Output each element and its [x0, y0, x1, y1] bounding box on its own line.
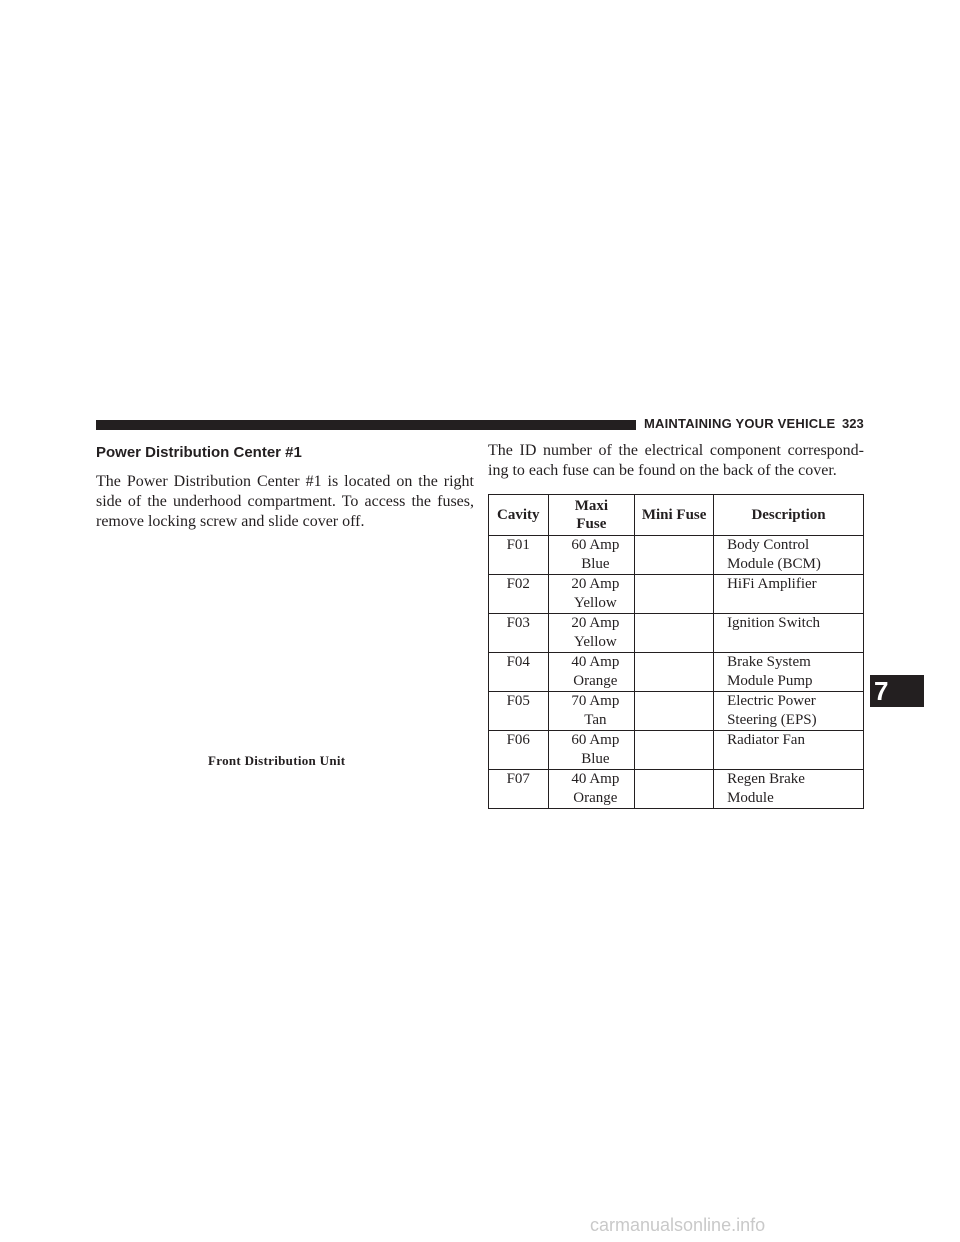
cavity-id: F04 [506, 654, 530, 670]
cell-cavity [489, 614, 549, 653]
maxi-amp: 40 Amp [571, 654, 620, 670]
table-header-row [489, 495, 864, 536]
maxi-color: Yellow [574, 595, 617, 611]
maxi-color: Blue [581, 751, 610, 767]
maxi-color: Yellow [574, 634, 617, 650]
description-line2: Module [727, 790, 774, 806]
cell-cavity [489, 536, 549, 575]
description-line1: Ignition Switch [727, 615, 820, 631]
cell-mini-fuse [635, 692, 714, 731]
maxi-amp: 40 Amp [571, 771, 620, 787]
cell-cavity [489, 770, 549, 809]
cell-maxi-fuse [548, 770, 635, 809]
cell-description [714, 614, 864, 653]
cell-description [714, 731, 864, 770]
maxi-amp: 60 Amp [571, 732, 620, 748]
cell-cavity [489, 653, 549, 692]
description-line1: HiFi Amplifier [727, 576, 817, 592]
description-line2: Steering (EPS) [727, 712, 817, 728]
section-title: Power Distribution Center #1 [96, 444, 302, 461]
maxi-color: Orange [573, 790, 618, 806]
cavity-id: F03 [506, 615, 530, 631]
table-row [489, 770, 864, 809]
cell-mini-fuse [635, 770, 714, 809]
cell-cavity [489, 731, 549, 770]
cell-mini-fuse [635, 731, 714, 770]
cell-cavity [489, 692, 549, 731]
maxi-amp: 70 Amp [571, 693, 620, 709]
cavity-id: F02 [506, 576, 530, 592]
cell-mini-fuse [635, 614, 714, 653]
description-line1: Body Control [727, 537, 810, 553]
cell-description [714, 575, 864, 614]
cell-mini-fuse [635, 575, 714, 614]
cell-maxi-fuse [548, 536, 635, 575]
cavity-id: F01 [506, 537, 530, 553]
description-line2: Module (BCM) [727, 556, 821, 572]
cell-description [714, 536, 864, 575]
body-paragraph: The Power Distribution Center #1 is located on the right side of the underhood compartment. To access the fuses, remove locking screw and slide cover off. [96, 473, 474, 530]
header-maxi-line1: Maxi [574, 498, 609, 514]
table-row [489, 653, 864, 692]
description-line1: Regen Brake [727, 771, 805, 787]
cell-description [714, 692, 864, 731]
cell-mini-fuse [635, 536, 714, 575]
cell-maxi-fuse [548, 653, 635, 692]
header-rule [96, 420, 636, 430]
cell-maxi-fuse [548, 575, 635, 614]
maxi-amp: 20 Amp [571, 615, 620, 631]
maxi-color: Tan [584, 712, 607, 728]
cell-description [714, 770, 864, 809]
cell-maxi-fuse [548, 731, 635, 770]
maxi-color: Blue [581, 556, 610, 572]
cell-cavity [489, 575, 549, 614]
page-number: 323 [842, 416, 864, 431]
description-line1: Radiator Fan [727, 732, 805, 748]
description-line2: Module Pump [727, 673, 813, 689]
table-row [489, 692, 864, 731]
table-row [489, 731, 864, 770]
header-maxi-fuse [548, 495, 635, 536]
chapter-tab: 7 [870, 675, 924, 707]
cavity-id: F06 [506, 732, 530, 748]
cavity-id: F07 [506, 771, 530, 787]
description-line1: Brake System [727, 654, 811, 670]
figure-caption: Front Distribution Unit [208, 753, 346, 768]
header-description: Description [714, 495, 864, 536]
header-cavity: Cavity [489, 495, 549, 536]
watermark: carmanualsonline.info [590, 1215, 766, 1235]
maxi-amp: 60 Amp [571, 537, 620, 553]
cell-maxi-fuse [548, 614, 635, 653]
cavity-id: F05 [506, 693, 530, 709]
maxi-amp: 20 Amp [571, 576, 620, 592]
running-header: MAINTAINING YOUR VEHICLE [644, 416, 836, 431]
cell-mini-fuse [635, 653, 714, 692]
cell-maxi-fuse [548, 692, 635, 731]
table-row [489, 536, 864, 575]
header-maxi-line2: Fuse [576, 516, 607, 532]
cell-description [714, 653, 864, 692]
maxi-color: Orange [573, 673, 618, 689]
table-row [489, 575, 864, 614]
table-intro-paragraph: The ID number of the electrical component correspond-ing to each fuse can be found on the back of the cover. [488, 442, 864, 479]
description-line1: Electric Power [727, 693, 816, 709]
fuse-table [488, 494, 864, 809]
table-row [489, 614, 864, 653]
header-mini-fuse: Mini Fuse [635, 495, 714, 536]
